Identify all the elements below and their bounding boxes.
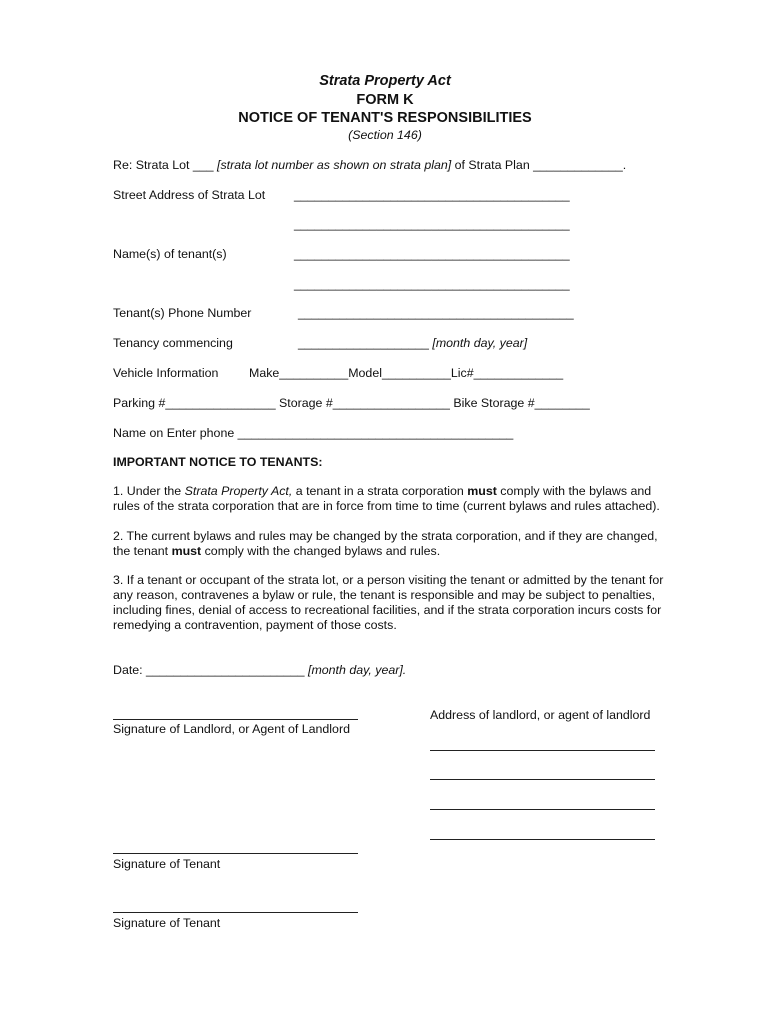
parking-storage-line[interactable]: Parking #________________ Storage #_________________ Bike Storage #________	[113, 396, 590, 410]
landlord-address-line-1[interactable]	[430, 750, 655, 751]
re-suffix: of Strata Plan _____________.	[451, 158, 627, 172]
tenant-signature-label-2: Signature of Tenant	[113, 916, 221, 930]
vehicle-fields[interactable]: Make__________Model__________Lic#_____________	[249, 366, 564, 380]
notice-paragraph-1	[113, 484, 678, 514]
tenancy-date-line	[298, 336, 527, 351]
date-hint: [month day, year].	[308, 663, 407, 677]
phone-field[interactable]: ________________________________________	[298, 306, 574, 320]
re-hint: [strata lot number as shown on strata plan]	[217, 158, 452, 172]
tenancy-date-field[interactable]: ___________________	[298, 336, 433, 350]
re-strata-lot-line	[113, 158, 626, 173]
phone-label: Tenant(s) Phone Number	[113, 306, 252, 320]
p1-act-name: Strata Property Act,	[184, 484, 293, 498]
tenant-signature-line-1[interactable]	[113, 853, 358, 854]
date-field[interactable]: Date: _______________________	[113, 663, 308, 677]
tenancy-date-hint: [month day, year]	[432, 336, 528, 350]
enter-phone-line[interactable]: Name on Enter phone ________________________________________	[113, 426, 514, 440]
tenant-names-field-2[interactable]: ________________________________________	[294, 277, 570, 291]
p1-text-c: comply with the bylaws and rules of the strata corporation that are in force from time to time (current bylaws and rules attached).	[113, 484, 660, 513]
vehicle-label: Vehicle Information	[113, 366, 219, 380]
p1-text-a: 1. Under the	[113, 484, 185, 498]
landlord-signature-label: Signature of Landlord, or Agent of Landlord	[113, 722, 350, 736]
re-prefix: Re: Strata Lot ___	[113, 158, 218, 172]
tenant-signature-line-2[interactable]	[113, 912, 358, 913]
p2-must: must	[171, 544, 202, 558]
tenancy-label: Tenancy commencing	[113, 336, 233, 350]
notice-paragraph-3: 3. If a tenant or occupant of the strata lot, or a person visiting the tenant or admitted by the tenant for any reason, contravenes a bylaw or rule, the tenant is responsible and may be subject to penalties, including fines, denial of access to recreational facilities, and if the strata corporation incurs costs for remedying a contravention, payment of those costs.	[113, 573, 664, 632]
tenant-names-label: Name(s) of tenant(s)	[113, 247, 227, 261]
landlord-address-line-4[interactable]	[430, 839, 655, 840]
act-title: Strata Property Act	[319, 73, 451, 89]
notice-paragraph-2	[113, 529, 678, 559]
p1-text-b: a tenant in a strata corporation	[292, 484, 468, 498]
section-reference: (Section 146)	[348, 128, 422, 142]
p2-text-a: 2. The current bylaws and rules may be changed by the strata corporation, and if they are changed, the tenant	[113, 529, 658, 558]
street-address-label: Street Address of Strata Lot	[113, 188, 266, 202]
landlord-address-label: Address of landlord, or agent of landlord	[430, 708, 651, 722]
landlord-address-line-3[interactable]	[430, 809, 655, 810]
p2-text-b: comply with the changed bylaws and rules.	[201, 544, 441, 558]
date-line	[113, 663, 406, 678]
tenant-names-field-1[interactable]: ________________________________________	[294, 247, 570, 261]
form-label: FORM K	[356, 92, 414, 108]
landlord-signature-line[interactable]	[113, 719, 358, 720]
p1-must: must	[467, 484, 497, 498]
street-address-field-1[interactable]: ________________________________________	[294, 188, 570, 202]
street-address-field-2[interactable]: ________________________________________	[294, 217, 570, 231]
notice-heading: IMPORTANT NOTICE TO TENANTS:	[113, 455, 323, 469]
tenant-signature-label-1: Signature of Tenant	[113, 857, 221, 871]
page-title: NOTICE OF TENANT'S RESPONSIBILITIES	[238, 110, 532, 126]
landlord-address-line-2[interactable]	[430, 779, 655, 780]
